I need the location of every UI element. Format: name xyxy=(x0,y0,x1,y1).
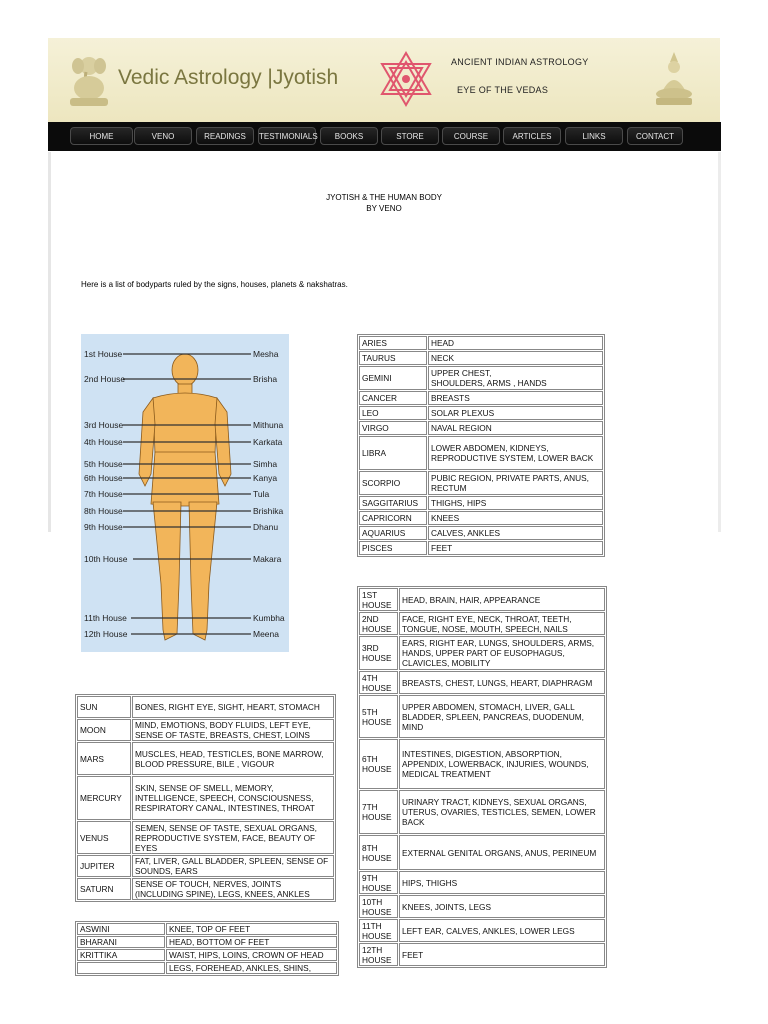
house-label-1: 1st House xyxy=(84,349,123,359)
table-row xyxy=(359,612,605,635)
table-cell: 5TH HOUSE xyxy=(359,695,398,738)
table-cell: SOLAR PLEXUS xyxy=(428,406,603,420)
house-label-4: 4th House xyxy=(84,437,123,447)
table-cell: NECK xyxy=(428,351,603,365)
sign-label-4: Karkata xyxy=(253,437,283,447)
table-cell: SCORPIO xyxy=(359,471,427,495)
table-cell: LOWER ABDOMEN, KIDNEYS, REPRODUCTIVE SYSTEM, LOWER BACK xyxy=(428,436,603,470)
sign-label-10: Makara xyxy=(253,554,282,564)
table-cell: BHARANI xyxy=(77,936,165,948)
table-cell: LEGS, FOREHEAD, ANKLES, SHINS, xyxy=(166,962,337,974)
table-row xyxy=(77,742,334,775)
table-cell: SAGGITARIUS xyxy=(359,496,427,510)
table-row xyxy=(359,588,605,611)
table-cell: KNEES xyxy=(428,511,603,525)
table-cell: HEAD, BOTTOM OF FEET xyxy=(166,936,337,948)
table-cell: MUSCLES, HEAD, TESTICLES, BONE MARROW, BLOOD PRESSURE, BILE , VIGOUR xyxy=(132,742,334,775)
table-cell: TAURUS xyxy=(359,351,427,365)
table-row xyxy=(359,835,605,870)
table-cell: FACE, RIGHT EYE, NECK, THROAT, TEETH, TONGUE, NOSE, MOUTH, SPEECH, NAILS xyxy=(399,612,605,635)
table-row xyxy=(359,336,603,350)
table-cell: SUN xyxy=(77,696,131,718)
table-cell: CAPRICORN xyxy=(359,511,427,525)
table-cell: SEMEN, SENSE OF TASTE, SEXUAL ORGANS, REPRODUCTIVE SYSTEM, FACE, BEAUTY OF EYES xyxy=(132,821,334,854)
house-label-3: 3rd House xyxy=(84,420,124,430)
nav-veno[interactable]: VENO xyxy=(134,127,192,145)
table-cell: INTESTINES, DIGESTION, ABSORPTION, APPENDIX, LOWERBACK, INJURIES, WOUNDS, MEDICAL TREATMENT xyxy=(399,739,605,789)
table-row xyxy=(359,436,603,470)
table-cell: MOON xyxy=(77,719,131,741)
table-row xyxy=(77,719,334,741)
table-row xyxy=(359,471,603,495)
table-row xyxy=(359,895,605,918)
table-cell: CANCER xyxy=(359,391,427,405)
table-cell: BONES, RIGHT EYE, SIGHT, HEART, STOMACH xyxy=(132,696,334,718)
page-title: JYOTISH & THE HUMAN BODY xyxy=(326,193,442,202)
table-cell: ASWINI xyxy=(77,923,165,935)
nav-testimonials[interactable]: TESTIMONIALS xyxy=(258,127,316,145)
nav-contact[interactable]: CONTACT xyxy=(627,127,683,145)
table-row xyxy=(359,671,605,694)
table-cell: VENUS xyxy=(77,821,131,854)
sign-label-6: Kanya xyxy=(253,473,278,483)
tagline-eye: EYE OF THE VEDAS xyxy=(457,85,549,95)
table-row xyxy=(359,391,603,405)
table-cell: UPPER ABDOMEN, STOMACH, LIVER, GALL BLADDER, SPLEEN, PANCREAS, DUODENUM, MIND xyxy=(399,695,605,738)
house-label-8: 8th House xyxy=(84,506,123,516)
table-cell: 10TH HOUSE xyxy=(359,895,398,918)
table-row xyxy=(77,962,337,974)
table-cell: HEAD, BRAIN, HAIR, APPEARANCE xyxy=(399,588,605,611)
table-cell: WAIST, HIPS, LOINS, CROWN OF HEAD xyxy=(166,949,337,961)
nav-home[interactable]: HOME xyxy=(70,127,133,145)
sign-label-2: Brisha xyxy=(253,374,278,384)
table-cell: 9TH HOUSE xyxy=(359,871,398,894)
house-label-2: 2nd House xyxy=(84,374,126,384)
nav-store[interactable]: STORE xyxy=(381,127,439,145)
table-cell: 12TH HOUSE xyxy=(359,943,398,966)
table-row xyxy=(77,821,334,854)
table-cell: AQUARIUS xyxy=(359,526,427,540)
table-row xyxy=(359,496,603,510)
table-cell: NAVAL REGION xyxy=(428,421,603,435)
table-row xyxy=(77,855,334,877)
table-cell: SKIN, SENSE OF SMELL, MEMORY, INTELLIGENCE, SPEECH, CONSCIOUSNESS, RESPIRATORY CANAL, INTESTINES, THROAT xyxy=(132,776,334,820)
table-row xyxy=(359,871,605,894)
table-cell: LEO xyxy=(359,406,427,420)
table-cell xyxy=(77,962,165,974)
sign-label-8: Brishika xyxy=(253,506,284,516)
table-cell: UPPER CHEST, SHOULDERS, ARMS , HANDS xyxy=(428,366,603,390)
table-row xyxy=(359,541,603,555)
table-cell: EXTERNAL GENITAL ORGANS, ANUS, PERINEUM xyxy=(399,835,605,870)
sri-yantra-icon xyxy=(378,50,434,108)
nav-books[interactable]: BOOKS xyxy=(320,127,378,145)
sign-label-3: Mithuna xyxy=(253,420,284,430)
table-cell: HEAD xyxy=(428,336,603,350)
table-cell: 4TH HOUSE xyxy=(359,671,398,694)
table-row xyxy=(77,949,337,961)
table-row xyxy=(359,790,605,834)
table-row xyxy=(359,739,605,789)
nav-links[interactable]: LINKS xyxy=(565,127,623,145)
page-byline: BY VENO xyxy=(366,204,402,213)
ganesha-logo-icon xyxy=(64,52,114,110)
table-row xyxy=(77,923,337,935)
table-cell: MARS xyxy=(77,742,131,775)
sign-label-5: Simha xyxy=(253,459,278,469)
table-cell: SENSE OF TOUCH, NERVES, JOINTS (INCLUDING SPINE), LEGS, KNEES, ANKLES xyxy=(132,878,334,900)
house-label-5: 5th House xyxy=(84,459,123,469)
table-row xyxy=(359,695,605,738)
house-label-9: 9th House xyxy=(84,522,123,532)
table-cell: PUBIC REGION, PRIVATE PARTS, ANUS, RECTUM xyxy=(428,471,603,495)
table-cell: FAT, LIVER, GALL BLADDER, SPLEEN, SENSE OF SOUNDS, EARS xyxy=(132,855,334,877)
table-cell: HIPS, THIGHS xyxy=(399,871,605,894)
sage-statue-icon xyxy=(650,50,698,110)
table-cell: 2ND HOUSE xyxy=(359,612,398,635)
table-cell: 11TH HOUSE xyxy=(359,919,398,942)
table-cell: PISCES xyxy=(359,541,427,555)
sign-label-7: Tula xyxy=(253,489,270,499)
table-cell: THIGHS, HIPS xyxy=(428,496,603,510)
table-cell: LEFT EAR, CALVES, ANKLES, LOWER LEGS xyxy=(399,919,605,942)
table-cell: LIBRA xyxy=(359,436,427,470)
table-row xyxy=(77,936,337,948)
house-label-12: 12th House xyxy=(84,629,128,639)
table-row xyxy=(359,943,605,966)
houses-table xyxy=(357,586,607,968)
table-cell: 6TH HOUSE xyxy=(359,739,398,789)
table-cell: MIND, EMOTIONS, BODY FLUIDS, LEFT EYE, SENSE OF TASTE, BREASTS, CHEST, LOINS xyxy=(132,719,334,741)
sign-label-12: Meena xyxy=(253,629,279,639)
table-cell: FEET xyxy=(428,541,603,555)
table-cell: BREASTS, CHEST, LUNGS, HEART, DIAPHRAGM xyxy=(399,671,605,694)
table-row xyxy=(359,406,603,420)
table-row xyxy=(359,919,605,942)
sign-label-1: Mesha xyxy=(253,349,279,359)
table-row xyxy=(359,366,603,390)
table-row xyxy=(359,636,605,670)
table-cell: VIRGO xyxy=(359,421,427,435)
table-cell: KNEES, JOINTS, LEGS xyxy=(399,895,605,918)
table-row xyxy=(77,776,334,820)
table-cell: 1ST HOUSE xyxy=(359,588,398,611)
table-cell: CALVES, ANKLES xyxy=(428,526,603,540)
nav-course[interactable]: COURSE xyxy=(442,127,500,145)
site-title[interactable]: Vedic Astrology |Jyotish xyxy=(118,66,339,89)
nav-articles[interactable]: ARTICLES xyxy=(503,127,561,145)
table-cell: BREASTS xyxy=(428,391,603,405)
table-cell: 3RD HOUSE xyxy=(359,636,398,670)
table-cell: 8TH HOUSE xyxy=(359,835,398,870)
nakshatras-table xyxy=(75,921,339,976)
table-cell: KRITTIKA xyxy=(77,949,165,961)
planets-table xyxy=(75,694,336,902)
table-cell: URINARY TRACT, KIDNEYS, SEXUAL ORGANS, UTERUS, OVARIES, TESTICLES, SEMEN, LOWER BACK xyxy=(399,790,605,834)
sign-label-9: Dhanu xyxy=(253,522,279,532)
house-label-7: 7th House xyxy=(84,489,123,499)
table-cell: FEET xyxy=(399,943,605,966)
table-cell: JUPITER xyxy=(77,855,131,877)
table-cell: ARIES xyxy=(359,336,427,350)
table-cell: SATURN xyxy=(77,878,131,900)
table-row xyxy=(359,351,603,365)
tagline-ancient: ANCIENT INDIAN ASTROLOGY xyxy=(451,57,589,67)
house-label-11: 11th House xyxy=(84,613,127,623)
table-row xyxy=(77,696,334,718)
table-cell: EARS, RIGHT EAR, LUNGS, SHOULDERS, ARMS, HANDS, UPPER PART OF EUSOPHAGUS, CLAVICLES, MOBILITY xyxy=(399,636,605,670)
signs-table xyxy=(357,334,605,557)
table-row xyxy=(359,421,603,435)
human-body-diagram xyxy=(81,334,289,652)
intro-text: Here is a list of bodyparts ruled by the signs, houses, planets & nakshatras. xyxy=(81,280,348,289)
table-cell: KNEE, TOP OF FEET xyxy=(166,923,337,935)
table-row xyxy=(359,511,603,525)
sign-label-11: Kumbha xyxy=(253,613,285,623)
table-row xyxy=(359,526,603,540)
table-row xyxy=(77,878,334,900)
table-cell: 7TH HOUSE xyxy=(359,790,398,834)
table-cell: GEMINI xyxy=(359,366,427,390)
nav-readings[interactable]: READINGS xyxy=(196,127,254,145)
house-label-6: 6th House xyxy=(84,473,123,483)
table-cell: MERCURY xyxy=(77,776,131,820)
house-label-10: 10th House xyxy=(84,554,128,564)
